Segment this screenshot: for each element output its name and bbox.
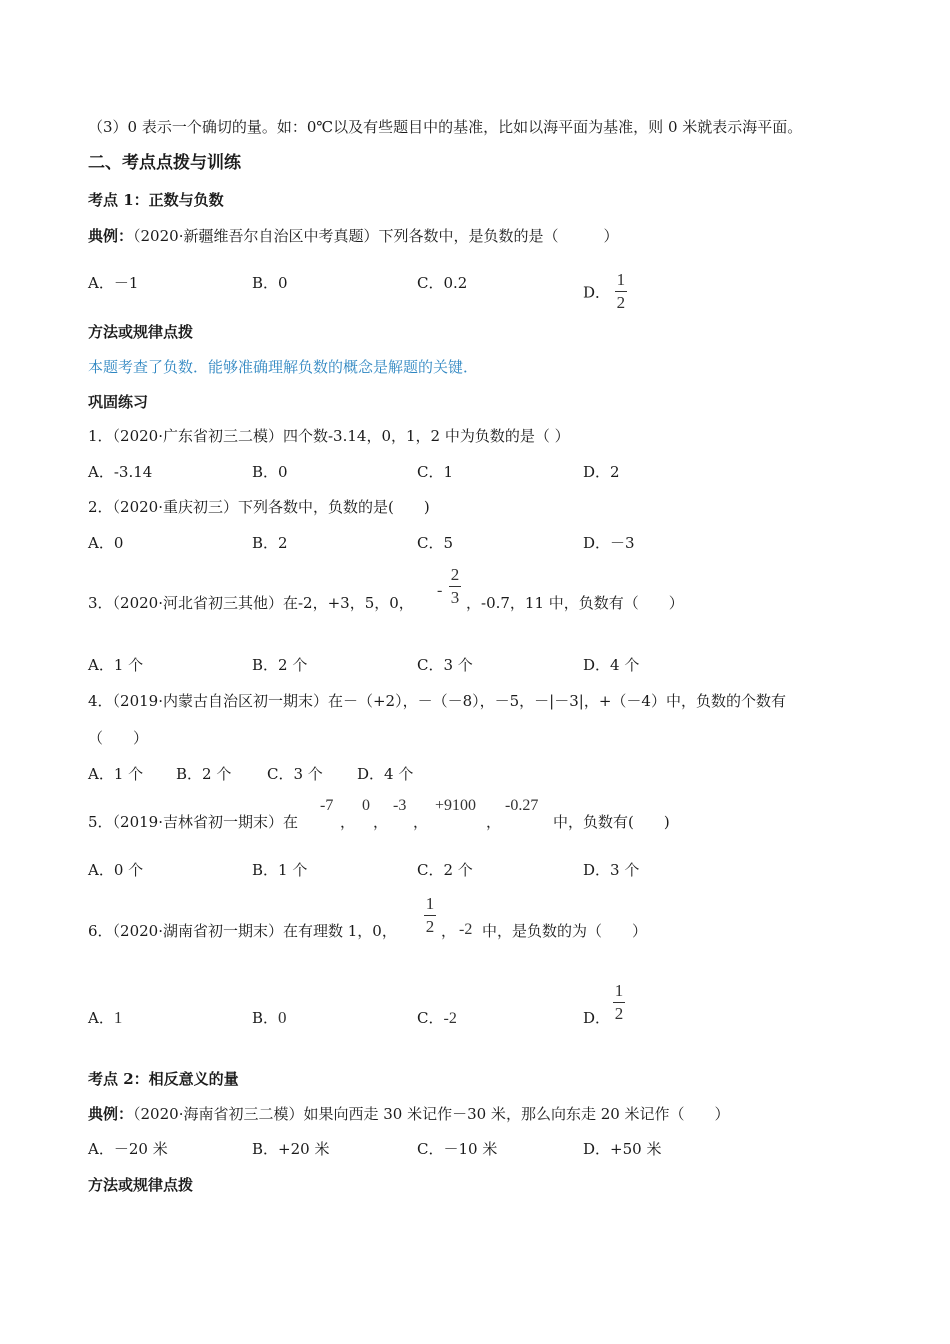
kp1-title: 考点 1：正数与负数	[88, 191, 224, 209]
ex-option-d-label: D．	[583, 283, 611, 302]
fraction-numerator: 1	[425, 894, 435, 913]
fraction-bar	[424, 915, 436, 916]
q6-option-b	[252, 1008, 287, 1028]
fraction-numerator: 1	[616, 270, 626, 289]
kp1-example	[88, 226, 618, 246]
fraction-numerator: 2	[450, 565, 460, 584]
kp2-title: 考点 2：相反意义的量	[88, 1070, 239, 1088]
ex-option-d	[583, 270, 627, 314]
q2-option-a: A．0	[88, 534, 124, 552]
question-5-part-a: 5．（2019·吉林省初一期末）在	[88, 813, 298, 831]
q3-option-d: D．4 个	[583, 656, 640, 674]
question-4-line-1: 4．（2019·内蒙古自治区初一期末）在－（+2），－（－8），－5，－|－3|，+（－4）中，负数的个数有	[88, 692, 786, 710]
q6-option-d-fraction	[613, 982, 625, 1023]
question-5-part-b: 中，负数有( )	[553, 813, 670, 831]
fraction-denominator: 3	[450, 588, 460, 607]
q1-option-a: A．-3.14	[88, 463, 153, 481]
q5-separator-3: ，	[413, 813, 429, 831]
q5-value-3: -3	[393, 797, 407, 814]
option-value: -2	[443, 1010, 457, 1027]
q5-value-5: -0.27	[505, 797, 539, 814]
option-value: 0	[278, 1008, 287, 1027]
question-4-line-2: （ ）	[88, 729, 149, 747]
question-6-part-a: 6．（2020·湖南省初一期末）在有理数 1，0，	[88, 922, 397, 940]
q4-option-c: C．3 个	[267, 765, 323, 783]
question-1: 1．（2020·广东省初三二模）四个数-3.14，0，1，2 中为负数的是（ ）	[88, 427, 570, 445]
example-text: （2020·海南省初三二模）如果向西走 30 米记作－30 米，那么向东走 20 米记作（ ）	[133, 1105, 730, 1123]
option-label: B．	[252, 1009, 279, 1027]
question-6-comma: ，	[441, 922, 457, 940]
q3-fraction	[449, 566, 461, 607]
fraction-bar	[613, 1002, 625, 1003]
kp2-example	[88, 1104, 730, 1124]
question-2: 2．（2020·重庆初三）下列各数中，负数的是( )	[88, 498, 430, 516]
q6-option-c	[417, 1008, 457, 1029]
intro-line-3: （3）0 表示一个确切的量。如：0℃以及有些题目中的基准，比如以海平面为基准，则 0 米就表示海平面。	[88, 118, 803, 136]
q6-option-d	[583, 1008, 610, 1028]
q5-value-4: +9100	[435, 797, 477, 814]
q4-option-d: D．4 个	[357, 765, 414, 783]
q3-option-b: B．2 个	[252, 656, 308, 674]
q6-option-a	[88, 1008, 122, 1028]
q5-separator-2: ，	[373, 813, 389, 831]
q6-fraction	[424, 895, 436, 936]
q3-fraction-sign: -	[437, 582, 443, 599]
q5-value-2: 0	[362, 797, 370, 814]
fraction-denominator: 2	[614, 1004, 624, 1023]
kp2-option-d: D．+50 米	[583, 1140, 662, 1158]
q1-option-b: B．0	[252, 463, 288, 481]
q1-option-d: D．2	[583, 463, 620, 481]
example-text: （2020·新疆维吾尔自治区中考真题）下列各数中，是负数的是（ ）	[133, 227, 619, 245]
q2-option-d: D．－3	[583, 534, 635, 552]
q5-option-c: C．2 个	[417, 861, 473, 879]
q5-option-d: D．3 个	[583, 861, 640, 879]
example-label: 典例：	[88, 1105, 134, 1123]
q1-option-c: C．1	[417, 463, 454, 481]
fraction-numerator: 1	[614, 981, 624, 1000]
question-3-part-b: ，-0.7，11 中，负数有（ ）	[466, 594, 684, 612]
q3-option-c: C．3 个	[417, 656, 473, 674]
ex-option-b: B．0	[252, 274, 288, 292]
ex-option-d-fraction	[615, 271, 627, 312]
question-3-part-a: 3．（2020·河北省初三其他）在-2，+3，5，0，	[88, 594, 414, 612]
q4-option-b: B．2 个	[176, 765, 232, 783]
q5-option-a: A．0 个	[88, 861, 144, 879]
fraction-bar	[449, 586, 461, 587]
practice-title: 巩固练习	[88, 393, 149, 411]
fraction-bar	[615, 291, 627, 292]
option-label: C．	[417, 1009, 444, 1027]
question-6-negative-two: -2	[459, 921, 473, 938]
q5-option-b: B．1 个	[252, 861, 308, 879]
section-title: 二、考点点拨与训练	[88, 153, 241, 173]
method-text: 本题考查了负数．能够准确理解负数的概念是解题的关键．	[88, 358, 479, 376]
option-label: A．	[88, 1009, 114, 1027]
kp2-option-b: B．+20 米	[252, 1140, 330, 1158]
kp2-method-title: 方法或规律点拨	[88, 1176, 194, 1194]
q5-separator-4: ，	[486, 813, 502, 831]
fraction-denominator: 2	[425, 917, 435, 936]
question-6-part-b: 中，是负数的为（ ）	[482, 922, 648, 940]
q2-option-b: B．2	[252, 534, 288, 552]
option-label: D．	[583, 1009, 611, 1027]
kp2-option-c: C．－10 米	[417, 1140, 498, 1158]
q5-separator-1: ，	[340, 813, 356, 831]
option-value: 1	[113, 1008, 123, 1027]
q3-option-a: A．1 个	[88, 656, 144, 674]
example-label: 典例：	[88, 227, 134, 245]
ex-option-a: A．－1	[88, 274, 139, 292]
kp2-option-a: A．－20 米	[88, 1140, 168, 1158]
method-title: 方法或规律点拨	[88, 323, 194, 341]
ex-option-c: C．0.2	[417, 274, 468, 292]
fraction-denominator: 2	[616, 293, 626, 312]
q2-option-c: C．5	[417, 534, 454, 552]
q5-value-1: -7	[320, 797, 334, 814]
q4-option-a: A．1 个	[88, 765, 144, 783]
